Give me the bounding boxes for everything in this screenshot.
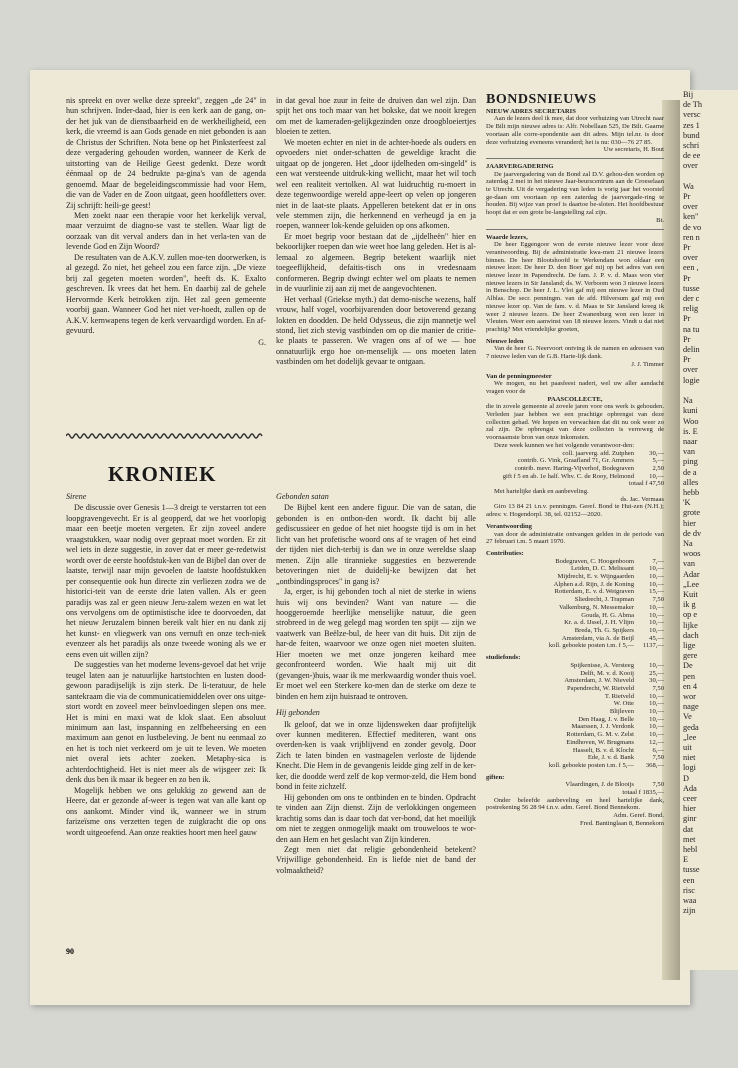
ledger-amount: 10,— <box>649 700 664 708</box>
next-page-text-line: „lee <box>683 732 697 742</box>
next-page-text-line: logie <box>683 375 700 385</box>
next-page-text-line: Na <box>683 396 693 406</box>
section-heading: studiefonds: <box>486 654 521 662</box>
next-page-edge <box>680 90 738 970</box>
next-page-text-line: een <box>683 875 695 885</box>
ledger-name: Spijkenisse, A. Versteeg <box>570 661 634 669</box>
ledger-amount: 5,— <box>652 457 664 465</box>
ledger-row <box>486 762 664 770</box>
total: totaal f 1835,— <box>622 789 664 797</box>
ledger-name: Rotterdam, G. M. v. Zelst <box>566 731 634 739</box>
next-page-text-line: de ee <box>683 151 701 161</box>
paragraph: Ja, erger, is hij gebonden toch al niet de sterke in wiens huis wij ons bevinden? Want van nature — die hooggeroemde heerlijke menselijke natuur, die geen strobreed in de weg gelegd mag worden ten spijt — zijn we vaatwerk van Beëlze-bul, de heer van dit huis. Dit zijn de har-de feiten, waarvoor we onze ogen niet moeten sluiten. Hier moeten we met onze jongeren keihard mee geconfronteerd worden. Wie haalt mij uit dit (gevangen-)huis, waar ik me merkwaardig wonder thuis voel. Er moet wel een Sterkere ko-men dan de sterke om deze te binden en hem zijn huisraad te ontroven. <box>276 587 476 701</box>
ledger-amount: 2,50 <box>652 464 664 472</box>
ledger-row <box>486 612 664 620</box>
paragraph: We mogen, nu het paasfeest nadert, wel uw aller aandacht vragen voor de <box>486 380 664 395</box>
ledger-name: gift f 5 en ab. 1e half. Whv. C. de Rooy, Helmond <box>502 472 634 480</box>
decorative-wave-divider <box>66 432 478 440</box>
next-page-text-line: lijke <box>683 620 698 630</box>
next-page-text-line: wor <box>683 691 696 701</box>
ledger-name: Valkenburg, N. Messemaker <box>559 603 634 611</box>
giften-list <box>486 781 664 789</box>
next-page-text-line: Pr <box>683 243 691 253</box>
ledger-row <box>486 450 664 458</box>
next-page-text-line: geda <box>683 722 699 732</box>
next-page-text-line: risc <box>683 885 695 895</box>
next-page-text-line: Adar <box>683 569 700 579</box>
next-page-text-line: gere <box>683 651 698 661</box>
ledger-name: Gouda, H. G. Abma <box>581 611 634 619</box>
book-fold <box>662 100 680 980</box>
ledger-amount: 10,— <box>649 573 664 581</box>
next-page-text-line: relig <box>683 304 699 314</box>
next-page-text-line: Pr <box>683 334 691 344</box>
ledger-row <box>486 700 664 708</box>
ledger-amount: 10,— <box>649 708 664 716</box>
paragraph: die in zovele gemeente al zovele jaren voor ons werk is gehouden. Verleden jaar hebben we een prachtige opbrengst van deze collecten gehad. We hopen en verwachten dat dit nu ook weer zo zal zijn. De opbrengst van deze collecten is verreweg de voornaamste bron van onze inkomsten. <box>486 403 664 442</box>
ledger-name: Maarssen, J. J. Verdonk <box>571 723 634 731</box>
ledger-row <box>486 627 664 635</box>
ledger-name: Mijdrecht, E. v. Wijngaarden <box>557 573 634 581</box>
next-page-text-line: Pr <box>683 314 691 324</box>
paascollecte-title: PAASCOLLECTE, <box>547 395 603 403</box>
ledger-row <box>486 642 664 650</box>
ledger-amount: 10,— <box>649 715 664 723</box>
ledger-name: Sliedrecht, J. Trapman <box>574 596 634 604</box>
next-page-text-line: ik g <box>683 600 696 610</box>
ledger-amount: 7,50 <box>652 781 664 789</box>
ledger-row <box>486 588 664 596</box>
paragraph: Zegt men niet dat religie gebondenheid betekent? Vrijwillige gebondenheid. En is liefde niet de band der volmaaktheid? <box>276 844 476 875</box>
next-page-text-line: alles <box>683 477 699 487</box>
paragraph: We moeten echter en niet in de achter-hoede als ouders en opvoeders niet onder-schatten de geweldige kracht die uitgaat op de jongeren. Het „door ijdelheden om-singeld" is een wat versteende uitdruk-king wellicht, maar het wil toch wel een realiteit vertolken. Al wat luidruchtig ru-moert in deze tegenwoordige wereld appe-leert op velen op jongeren niet in de laat-ste plaats. Appelleren betekent dat er in ons vele stemmen zijn, die herkennend en verheugd ja en ja roepen, wanneer lok-kende geluiden op ons afkomen. <box>276 137 476 231</box>
ledger-row <box>486 662 664 670</box>
next-page-text-line: ren n <box>683 232 700 242</box>
ledger-amount: 10,— <box>649 661 664 669</box>
next-page-text-line: de a <box>683 467 697 477</box>
ledger-row <box>486 781 664 789</box>
ledger-row <box>486 754 664 762</box>
next-page-text-line: pen <box>683 671 695 681</box>
paragraph: van door de administratie ontvangen gelden in de periode van 27 februari t.m. 5 maart 1970. <box>486 530 664 546</box>
ledger-row <box>486 573 664 581</box>
paragraph: Giro 13 84 21 t.n.v. penningm. Geref. Bond te Hui-zen (N.H.); adres: v. Hogendorpl. 38, tel. 02152—2020. <box>486 503 664 519</box>
ledger-name: Ede, J. v. d. Bank <box>587 754 634 762</box>
next-page-text-line: D <box>683 773 689 783</box>
studiefonds-list <box>486 662 664 770</box>
next-page-text-line: waa <box>683 896 697 906</box>
next-page-text-line: tusse <box>683 865 700 875</box>
paragraph: De discussie over Genesis 1—3 dreigt te verstarren tot een loopgravengevecht. Er is al geopperd, dat we het voorlopig maar een beetje moeten vergeten. Er zijn zoveel andere vraagstukken, waar nodig over gepraat moet worden. Er zit wel iets in deze suggestie, in zover dat er meer ge-redetwist wordt over de eerste hoofdstuk-ken van de Bijbel dan over de laatste, terwijl naar mijn gevoelen de laatste hoofdstukken per consequentie ook hun directe zin verliezen zodra we de historici-teit van de eerste drie laten vallen. Als er geen paradijs was zal er geen nieuw Jeru-zalem wezen en wat let ons vervolgens om de optimistische idee te doorvoeden, dat het nieuw Jeruzalem binnen bereik valt hier en nu dank zij het kunst- en vliegwerk van ons vernuft en onze tech-niek evenzeer als het paradijs als onze tweede woning als we er eens even uit willen zijn? <box>66 503 266 659</box>
ledger-amount: 10,— <box>649 627 664 634</box>
bondsnieuws-title: BONDSNIEUWS <box>486 92 597 107</box>
ledger-row <box>486 581 664 589</box>
ledger-amount: 10,— <box>649 472 664 480</box>
ledger-name: contrib. G. Vink, Graafland 71, Gr. Ammers <box>517 457 634 465</box>
next-page-text-line: ceer <box>683 794 697 804</box>
next-page-text-line: op e <box>683 610 698 620</box>
next-page-text-line: Woo <box>683 416 699 426</box>
ledger-row <box>486 747 664 755</box>
ledger-amount: 6,— <box>652 746 664 754</box>
next-page-text-line: van <box>683 559 695 569</box>
ledger-row <box>486 457 664 465</box>
divider <box>486 229 664 230</box>
ledger-name: Den Haag, J. v. Belle <box>578 715 634 723</box>
next-page-text-line: hier <box>683 518 696 528</box>
next-page-text-line: en 4 <box>683 681 698 691</box>
next-page-text-line: logi <box>683 763 696 773</box>
next-page-text-line: dat <box>683 824 694 834</box>
section-heading-gebonden-satan: Gebonden satan <box>276 492 329 501</box>
ledger-name: T. Rietveld <box>604 692 634 700</box>
ledger-amount: 45,— <box>649 634 664 642</box>
ledger-name: Eindhoven, W. Brugmans <box>566 738 634 746</box>
kroniek-heading: KRONIEK <box>108 462 217 486</box>
next-page-text-line: van <box>683 447 695 457</box>
ledger-row <box>486 565 664 573</box>
ledger-row <box>486 558 664 566</box>
section-heading-sirene: Sirene <box>66 492 87 501</box>
next-page-text-line: Pr <box>683 355 691 365</box>
next-page-text-line: schri <box>683 141 700 151</box>
next-page-text-line: de Th <box>683 100 702 110</box>
next-page-text-line: Wa <box>683 181 694 191</box>
paragraph: Onder beleefde aanbeveling en heel hartelijke dank, postrekening 56 28 94 t.n.v. adm. Geref. Bond Bennekom. <box>486 796 664 812</box>
ledger-row <box>486 473 664 481</box>
paragraph: Hij gebonden om ons te ontbinden en te binden. Opdracht te vinden aan Zijn dienst. Zijn de verlokkingen ongemeen krachtig soms dan is daar toch dat ver-bond, dat het moeilijk om niet te zeggen onmogelijk maakt om trouweloos te wor-den aan Hem en het geslacht van Zijn kinderen. <box>276 792 476 844</box>
ledger-amount: 10,— <box>649 731 664 739</box>
paragraph: Met hartelijke dank en aanbeveling. <box>494 488 589 496</box>
signature: ds. Jac. Vermaas <box>620 495 664 503</box>
next-page-text-line: versc <box>683 110 701 120</box>
next-page-text-line: na tu <box>683 324 700 334</box>
signature: Adm. Geref. Bond. <box>613 812 664 820</box>
next-page-text-line: der c <box>683 294 700 304</box>
next-page-text-line: Ada <box>683 783 697 793</box>
ledger-name: koll. geboekte posten t.m. f 5,— <box>548 642 634 650</box>
column-left-bottom <box>66 490 266 838</box>
next-page-text-line: de vo <box>683 222 702 232</box>
next-page-text-line: De <box>683 661 693 671</box>
ledger-row <box>486 739 664 747</box>
ledger-name: Breda, Th. G. Spijkers <box>574 627 634 634</box>
ledger-row <box>486 619 664 627</box>
ledger-name: Alphen a.d. Rijn, J. de Koning <box>553 580 634 588</box>
next-page-text-line <box>680 386 738 396</box>
section-heading: JAARVERGADERING <box>486 162 554 170</box>
column-left-top <box>66 96 266 349</box>
page-number: 90 <box>66 947 74 956</box>
paragraph: Ik geloof, dat we in onze lijdensweken daar profijtelijk over kunnen mediteren. Effectief mediteren, want ons overden-ken is vaak vrijblijvend en zonder gevolg. Door Zich te laten binden en vastnagelen verloste de lijdende Knecht. Die Hem in de gevangenis leidde ging zelf in de ker-ker, die doodde werd zelf de kop vermor-zeld, die Hem bond bond in feite zichzelf. <box>276 719 476 792</box>
section-heading-hij-gebonden: Hij gebonden <box>276 708 320 718</box>
ledger-name: koll. geboekte posten t.m. f 5,— <box>548 761 634 769</box>
next-page-text-line: hier <box>683 804 696 814</box>
ledger-name: contrib. mevr. Haring-Vijverhof, Bodegraven <box>514 464 634 472</box>
next-page-text-line: over <box>683 253 698 263</box>
paragraph: De heer Eggengoor won de eerste nieuwe lezer voor deze verantwoording. Bij de administratie kwa-men 21 nieuwe lezers binnen. De heer Blootshoofd te Werkendam won oldaar een nieuwe lezer. De heer D. den Boer gaf mij op het adres van een nieuwe lezer in Papendrecht. De fam. J. P. v. d. Maas won vier nieuwe lezers in Sir Jansland; ds. W. Verboom won 3 nieuwe lezers in Benschop. De heer J. L. Vlot gaf mij een nieuwe lezer in Oud Alblas. De secr. penningm. van de afd. Hilversum gaf mij een nieuwe lezer op. Van de fam. v. d. Maas te Sir Jansland kreeg ik weer 2 nieuwe lezers. De heer Zwanenburg won een lezer in Vleuten. Weer een aanwinst van 18 nieuwe lezers. Vindt u dat niet prachtig? Met vriendelijke groeten, <box>486 241 664 333</box>
signature: Uw secretaris, H. Bout <box>603 146 664 154</box>
section-heading: Nieuwe leden <box>486 337 524 345</box>
divider <box>486 158 664 159</box>
next-page-text-line: Pr <box>683 273 691 283</box>
paragraph: De resultaten van de A.K.V. zullen moe-ten doorwerken, is al gezegd. Zo niet, het geheel zou een farce zijn. „De vieze brij zal gegeten moeten worden", heeft ds. K. Exalto geschreven. Ik vrees dat het hem. En daarbij zal de gehele Hervormde Kerk betrokken zijn. Het zal geen gemeente voorbij gaan. Wanneer God het niet ver-hoedt, zullen op de A.K.V. kernwapens tegen de kerk vervaardigd worden. En af-gevuurd. <box>66 252 266 335</box>
next-page-text-line: is. E <box>683 426 698 436</box>
next-page-text-line: grote <box>683 508 701 518</box>
ledger-amount: 10,— <box>649 723 664 731</box>
next-page-text-line: ken" <box>683 212 699 222</box>
next-page-text-line: hebl <box>683 845 698 855</box>
next-page-text-line: hebb <box>683 487 700 497</box>
next-page-text-line: 'K <box>683 498 691 508</box>
paascollecte-list <box>486 450 664 481</box>
next-page-text-line: kuni <box>683 406 698 416</box>
ledger-row <box>486 731 664 739</box>
ledger-name: Papendrecht, W. Rietveld <box>566 684 634 692</box>
section-heading: Verantwoording <box>486 522 532 530</box>
section-heading: NIEUW ADRES SECRETARIS <box>486 107 576 115</box>
next-page-text-line: over <box>683 202 698 212</box>
next-page-text-line: zijn <box>683 906 696 916</box>
next-page-text-line: Na <box>683 538 693 548</box>
ledger-row <box>486 677 664 685</box>
ledger-amount: 10,— <box>649 565 664 573</box>
next-page-text-line: nage <box>683 702 699 712</box>
ledger-name: Rotterdam, E. v. d. Wetgraven <box>554 588 634 596</box>
ledger-name: Bodegraven, C. Hoogenboom <box>555 557 634 565</box>
paragraph: Deze week kunnen we het volgende verantwoor-den: <box>494 441 635 449</box>
next-page-text-line: Pr <box>683 192 691 202</box>
ledger-row <box>486 693 664 701</box>
next-page-text-line: tusse <box>683 283 700 293</box>
paragraph: De suggesties van het moderne levens-gevoel dat het vrije teugel laten aan je natuurlijke hartstochten en lusten dood-gewoon paradijselijk is zijn sterk. De li-teratuur, de hele santekraam die via de communicatiemiddelen over ons uitge-stort wordt en zoveel meer beïnvloedingen slepen ons mee. Het is mini en maxi wat de klok slaat. Een absoluut minimum aan last, inspanning en zelfbeheersing en een maximum aan genot en lustbeleving. Je bent nu eenmaal zo en het is toch niet verkeerd om je uit te leven. We moeten niet overal iets achter zoeken. Metaphy-sica is achterdochtigheid. Het is niet meer als de wijsgeer zei: Ik denk dus ben ik maar ik begeer en zo ben ik. <box>66 660 266 785</box>
column-middle-bottom <box>276 490 476 876</box>
paragraph: Aan de lezers deel ik mee, dat door verhuizing van Utrecht naar De Bilt mijn nieuwe adres is: Alfr. Nobellaan 525, De Bilt. Gaarne voortaan alle corre-spondentie aan dit adres. Mijn tel.nr. is door deze verhuizing eveneens veranderd; het is nu: 030—76 27 85. <box>486 115 664 146</box>
next-page-text-line: delin <box>683 345 700 355</box>
next-page-text-line: E <box>683 855 689 865</box>
ledger-name: Amsterdam, via A. de Beijl <box>561 634 634 642</box>
section-heading: Waarde lezers, <box>486 233 528 241</box>
paragraph: Het verhaal (Griekse myth.) dat demo-nische wezens, half vrouw, half vogel, voorbijvarenden door betoverend gezang lokten en doodden. De held Odysseus, die zijn mannetje wel stond, liet zich stevig vastbinden om op die manier de critie-ke plaats te passeren. We vragen ons af of we — hoe onnatuurlijk ergo hoe on-menselijk — ons moeten laten vastbinden om het dodelijk gevaar te ontgaan. <box>276 294 476 367</box>
next-page-text-line: zes 1 <box>683 120 700 130</box>
next-page-text-line: „Lee <box>683 579 700 589</box>
ledger-row <box>486 596 664 604</box>
next-page-text-line: een , <box>683 263 699 273</box>
next-page-text-line: woos <box>683 549 701 559</box>
paragraph: Men zoekt naar een therapie voor het kerkelijk verval, maar verzuimt de diagno-se vast te stellen. Waar ligt de oorzaak van dit verval anders dan in het verla-ten van de levende God en Zijn Woord? <box>66 210 266 252</box>
next-page-text-line: met <box>683 834 696 844</box>
section-heading: giften: <box>486 773 505 781</box>
ledger-amount: 368,— <box>645 761 664 769</box>
next-page-text-line: bund <box>683 130 700 140</box>
ledger-name: Hasselt, B. v. d. Klocht <box>572 746 634 754</box>
next-page-text-line: Bij <box>683 90 694 99</box>
signature: J. J. Timmer <box>631 360 664 368</box>
ledger-amount: 7,— <box>652 557 664 565</box>
ledger-amount: 10,— <box>649 692 664 700</box>
ledger-name: Leiden, D. C. Melissant <box>571 565 634 573</box>
signature: Fred. Bantinglaan 8, Bennekom <box>579 819 664 827</box>
paragraph: nis spreekt en over welke deze spreekt", zeggen „de 24" in hun schrijven. Inder-daad, hier is een kerk aan de gang, on-der het juk van de dienstbaarheid en de werkheiligheid, een kerk, die vreemd is aan Gods genade en niet gebonden is aan de Christus der Schriften. Nota bene op het Pinksterfeest zal deze vergadering gehouden worden, wanneer de Kerk de uitstorting van de Heilige Geest gedenkt. Deze wordt éénmaal op de 24 bedrukte pa-gina's van de agenda genoemd. Maar de begeleidingscommissie had voor Hem, die van de Vader en de Zoon uitgaat, geen hoofdletters over. Zij schrijft: heili-ge geest! <box>66 96 266 210</box>
ledger-row <box>486 465 664 473</box>
ledger-name: W. Otte <box>613 700 634 708</box>
next-page-text-line <box>680 172 738 182</box>
next-page-text-line: over <box>683 365 698 375</box>
ledger-amount: 7,50 <box>652 754 664 762</box>
next-page-text-line: Kuit <box>683 589 698 599</box>
paragraph: in dat geval hoe zuur in feite de druiven dan wel zijn. Dan spijt het ons toch maar van het bokske, dat we nooit kregen om met de kameraden-gelijkgezinden onze droogbloeiertjes bloeien te zetten. <box>276 96 476 137</box>
ledger-amount: 10,— <box>649 619 664 627</box>
next-page-text-line: niet <box>683 753 696 763</box>
ledger-name: Kr. a. d. IJssel, J. H. Vlijm <box>564 619 634 627</box>
ledger-row <box>486 635 664 643</box>
column-bondsnieuws <box>486 92 664 828</box>
ledger-amount: 1137,— <box>642 642 664 650</box>
ledger-amount: 10,— <box>649 611 664 619</box>
ledger-amount: 7,50 <box>652 684 664 692</box>
column-middle-top <box>276 96 476 368</box>
ledger-name: Blijleven <box>609 708 634 716</box>
ledger-amount: 10,— <box>649 580 664 588</box>
next-page-text-line: ping <box>683 457 698 467</box>
ledger-amount: 25,— <box>649 669 664 677</box>
signature: G. <box>258 338 266 348</box>
section-heading: Van de penningmeester <box>486 372 552 380</box>
ledger-row <box>486 670 664 678</box>
paragraph: Er moet begrip voor bestaan dat de „ijdelheën" hier en bekoorlijker roepen dan wie weet hoe lang geleden. Het is al-lemaal zo algemeen. Begrip betekent waarlijk niet toegeeflijkheid, defaitis-tisch ons in vredesnaam conformeren. Begrip dwingt echter wel om plaats te nemen in de vuurlinie zij aan zij met de aangevochtenen. <box>276 231 476 294</box>
ledger-name: Delft, M. v. d. Kooij <box>580 669 634 677</box>
paragraph: De Bijbel kent een andere figuur. Die van de satan, die gebonden is en ontbon-den wordt. Ik dacht bij alle gediscussieer en gedoe of het niet hoogste tijd is om in het licht van het profetische woord ons af te vragen of het eind der tijden niet dich-terbij is dan we in onze wereldse slaap menen. Zijn alle tirannieke suggesties en bezwerende betoveringen niet de duidelij-ke bewijzen dat het „ontbindingsproces" in gang is? <box>276 503 476 586</box>
next-page-text-line: uit <box>683 743 692 752</box>
ledger-amount: 15,— <box>649 588 664 596</box>
contributies-list <box>486 558 664 650</box>
ledger-name: Vlaardingen, J. de Blooijs <box>565 781 634 789</box>
ledger-row <box>486 708 664 716</box>
section-heading: Contributies: <box>486 549 524 557</box>
next-page-text-line: ginr <box>683 814 697 824</box>
next-page-text-line: lige <box>683 640 696 650</box>
ledger-row <box>486 723 664 731</box>
paragraph: De jaarvergadering van de Bond zal D.V. gehou-den worden op zaterdag 2 mei in het nieuwe Jaar-beurscentrum aan de Croeselaan te Utrecht. Uit de vergadering van leden is vorig jaar het voorstel ge-daan om voortaan op een zaterdag de jaarvergade-ring te houden. Bij wijze van proef is daartoe be-sloten. Het hoofdbestuur hoopt dat er een grote be-langstelling zal zijn. <box>486 170 664 217</box>
total: totaal f 47,50 <box>629 480 664 488</box>
ledger-name: coll. jaarverg. afd. Zutphen <box>562 449 634 457</box>
next-page-text-line: de dv <box>683 528 702 538</box>
paragraph: Van de heer G. Neervoort ontving ik de namen en adressen van 7 nieuwe leden van de G.B. Harte-lijk dank. <box>486 345 664 361</box>
ledger-name: Amsterdam, J. W. Nieveld <box>564 677 634 685</box>
ledger-amount: 30,— <box>649 449 664 457</box>
ledger-row <box>486 716 664 724</box>
ledger-row <box>486 604 664 612</box>
next-page-text-line: naar <box>683 436 698 446</box>
next-page-text-line: Ve <box>683 712 692 722</box>
ledger-amount: 12,— <box>649 738 664 746</box>
next-page-text-line: dach <box>683 630 699 640</box>
ledger-row <box>486 685 664 693</box>
ledger-amount: 7,50 <box>652 596 664 604</box>
paragraph: Mogelijk hebben we ons gelukkig zo gewend aan de Heere, dat er gezonde af-weer is tegen wat van alle kant op ons aankomt. Minder vind ik, wanneer we in strum farizeïsme ons verzetten tegen de zuigkracht die op ons wordt uitgeoefend. Aan onze reakties hoort men heel gauw <box>66 785 266 837</box>
signature: Bt. <box>656 216 664 224</box>
ledger-amount: 30,— <box>649 677 664 685</box>
ledger-amount: 10,— <box>649 603 664 611</box>
next-page-text-line: over <box>683 161 698 171</box>
